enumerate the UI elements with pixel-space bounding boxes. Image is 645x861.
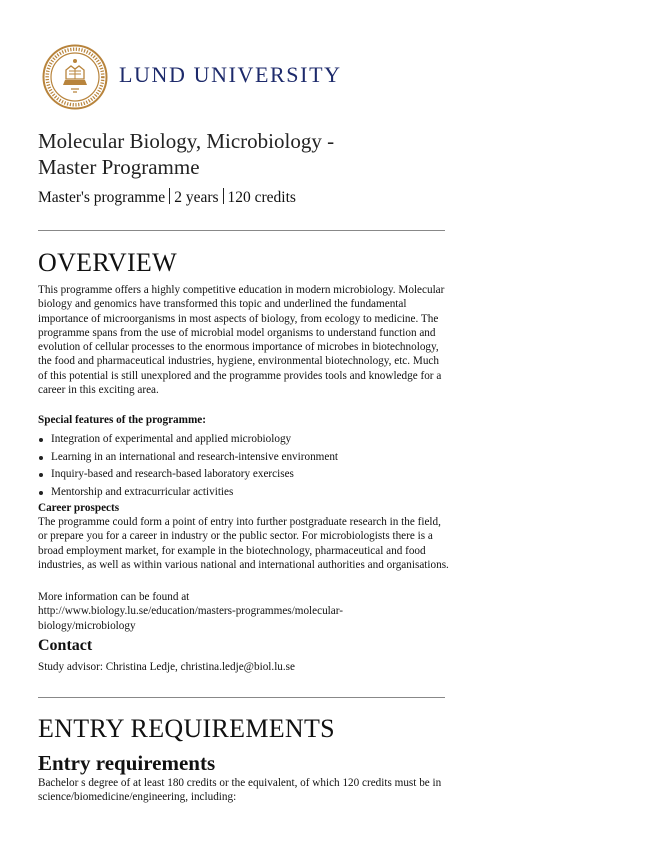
programme-duration: 2 years <box>174 189 219 206</box>
features-list-wrapper <box>38 432 450 502</box>
more-info-link[interactable]: http://www.biology.lu.se/education/masters-programmes/molecular-biology/microbiology <box>38 605 343 632</box>
programme-meta <box>38 188 448 207</box>
list-item: Mentorship and extracurricular activities <box>38 485 450 503</box>
meta-divider <box>169 188 170 204</box>
meta-divider <box>223 188 224 204</box>
features-label: Special features of the programme: <box>38 414 206 426</box>
contact-heading: Contact <box>38 637 93 654</box>
entry-text: Bachelor s degree of at least 180 credits or the equivalent, of which 120 credits must be in science/biomedicine/engineering, including: <box>38 777 442 804</box>
list-item: Inquiry-based and research-based laboratory exercises <box>38 467 450 485</box>
overview-heading: OVERVIEW <box>38 248 177 277</box>
section-divider <box>38 697 445 698</box>
more-info-text: More information can be found at <box>38 591 190 603</box>
page-title <box>38 128 448 180</box>
overview-intro: This programme offers a highly competitive education in modern microbiology. Molecular biology and genomics have transformed this topic and underlined the fundamental importance of microorganisms in most aspects of biology, from ecology to medicine. The programme spans from the use of microbial model organisms to understand function and evolution of cellular processes to the enormous importance of microbes in biotechnology, the food and pharmaceutical industries, hygiene, environmental biotechnology, etc. Much of this potential is still unexplored and the programme provides tools and knowledge for a career in this exciting area. <box>38 284 445 397</box>
list-item: Learning in an international and research-intensive environment <box>38 450 450 468</box>
more-info-block <box>38 590 450 633</box>
title-line-1: Molecular Biology, Microbiology - <box>38 129 335 153</box>
entry-heading: ENTRY REQUIREMENTS <box>38 714 335 743</box>
page-header <box>42 44 442 110</box>
programme-credits: 120 credits <box>227 189 296 206</box>
list-item: Integration of experimental and applied microbiology <box>38 432 450 450</box>
section-divider <box>38 230 445 231</box>
career-text: The programme could form a point of entry into further postgraduate research in the field, or prepare you for a career in industry or the public sector. For microbiologists there is a broad employment market, for example in the biotechnology, pharmaceutical and food industries, as well as within various national and international authorities and organisations. <box>38 516 449 571</box>
entry-subheading: Entry requirements <box>38 751 216 775</box>
career-label: Career prospects <box>38 502 120 514</box>
contact-text[interactable]: Study advisor: Christina Ledje, christina.ledje@biol.lu.se <box>38 661 296 673</box>
features-list <box>38 432 450 502</box>
title-line-2: Master Programme <box>38 155 200 179</box>
university-wordmark[interactable]: LUND UNIVERSITY <box>119 62 342 87</box>
programme-type: Master's programme <box>38 189 166 206</box>
university-seal-logo <box>42 44 108 110</box>
